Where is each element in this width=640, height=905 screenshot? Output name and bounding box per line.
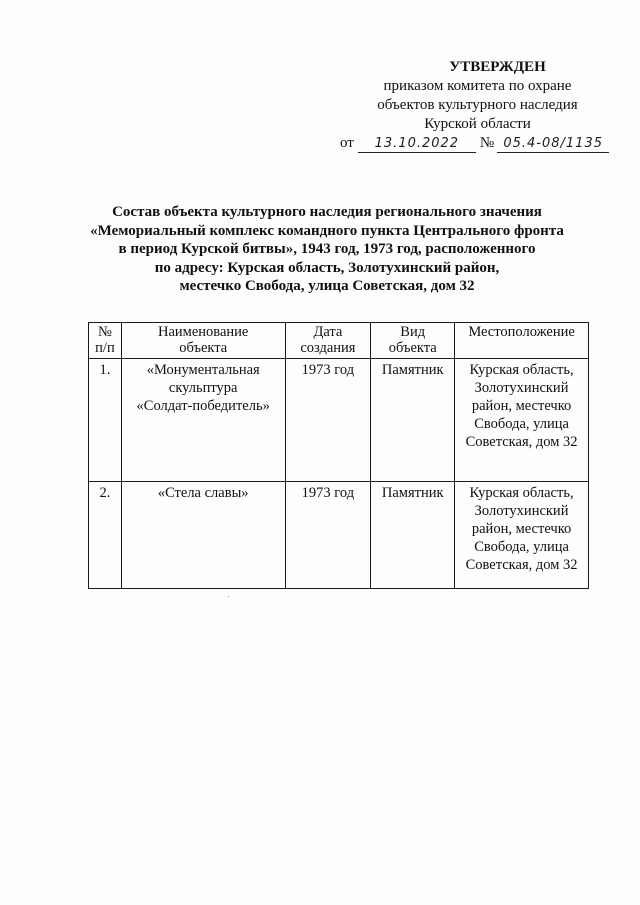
handwritten-date: 13.10.2022 xyxy=(358,136,476,153)
approval-block xyxy=(330,58,603,153)
row-location-line: Свобода, улица xyxy=(474,416,569,432)
row-location-line: район, местечко xyxy=(471,398,572,414)
row-date: 1973 год xyxy=(285,359,371,482)
objects-table xyxy=(88,322,589,589)
header-type xyxy=(371,323,455,359)
number-label: № xyxy=(479,135,495,151)
row-name-line: «Монументальная xyxy=(146,362,260,378)
title-line-5: местечко Свобода, улица Советская, дом 32 xyxy=(179,278,475,294)
from-label: от xyxy=(340,135,354,151)
header-date-line-1: Дата xyxy=(313,324,343,340)
header-name-line-2: объекта xyxy=(179,340,228,356)
row-location-line: Курская область, xyxy=(469,485,574,501)
title-line-1: Состав объекта культурного наследия регионального значения xyxy=(112,204,542,220)
header-location xyxy=(455,323,589,359)
scan-speck xyxy=(228,596,229,597)
approval-heading: УТВЕРЖДЕН xyxy=(449,59,546,75)
row-type: Памятник xyxy=(371,359,455,482)
table-row xyxy=(89,482,589,589)
row-location-line: район, местечко xyxy=(471,521,572,537)
row-location-line: Курская область, xyxy=(469,362,574,378)
title-line-3: в период Курской битвы», 1943 год, 1973 год, расположенного xyxy=(118,241,536,257)
header-date xyxy=(285,323,371,359)
header-number xyxy=(89,323,122,359)
row-name xyxy=(121,482,285,589)
row-number: 2. xyxy=(89,482,122,589)
header-name xyxy=(121,323,285,359)
row-number: 1. xyxy=(89,359,122,482)
row-name-line: «Солдат-победитель» xyxy=(136,398,270,414)
header-date-line-2: создания xyxy=(300,340,356,356)
table-header-row xyxy=(89,323,589,359)
title-line-2: «Мемориальный комплекс командного пункта Центрального фронта xyxy=(90,222,564,239)
title-line-4: по адресу: Курская область, Золотухинский район, xyxy=(154,259,500,276)
document-title xyxy=(88,203,566,296)
approval-line-3: Курской области xyxy=(424,116,531,132)
approval-line-1: приказом комитета по охране xyxy=(383,78,572,94)
row-location xyxy=(455,359,589,482)
approval-line-2: объектов культурного наследия xyxy=(377,97,578,113)
row-location-line: Золотухинский xyxy=(474,380,569,396)
row-location-line: Свобода, улица xyxy=(474,539,569,555)
header-location-text: Местоположение xyxy=(468,324,575,340)
row-date: 1973 год xyxy=(285,482,371,589)
row-name xyxy=(121,359,285,482)
row-location-line: Советская, дом 32 xyxy=(465,434,578,450)
row-location xyxy=(455,482,589,589)
row-name-line: «Стела славы» xyxy=(157,485,249,501)
table-row xyxy=(89,359,589,482)
row-location-line: Советская, дом 32 xyxy=(465,557,578,573)
header-type-line-1: Вид xyxy=(400,324,426,340)
row-type: Памятник xyxy=(371,482,455,589)
header-number-line-2: п/п xyxy=(95,340,115,356)
handwritten-number: 05.4-08/1135 xyxy=(497,136,609,153)
header-type-line-2: объекта xyxy=(388,340,437,356)
approval-signature-line xyxy=(340,134,605,153)
row-name-line: скульптура xyxy=(168,380,238,396)
header-number-line-1: № xyxy=(98,324,112,340)
header-name-line-1: Наименование xyxy=(158,324,249,340)
row-location-line: Золотухинский xyxy=(474,503,569,519)
